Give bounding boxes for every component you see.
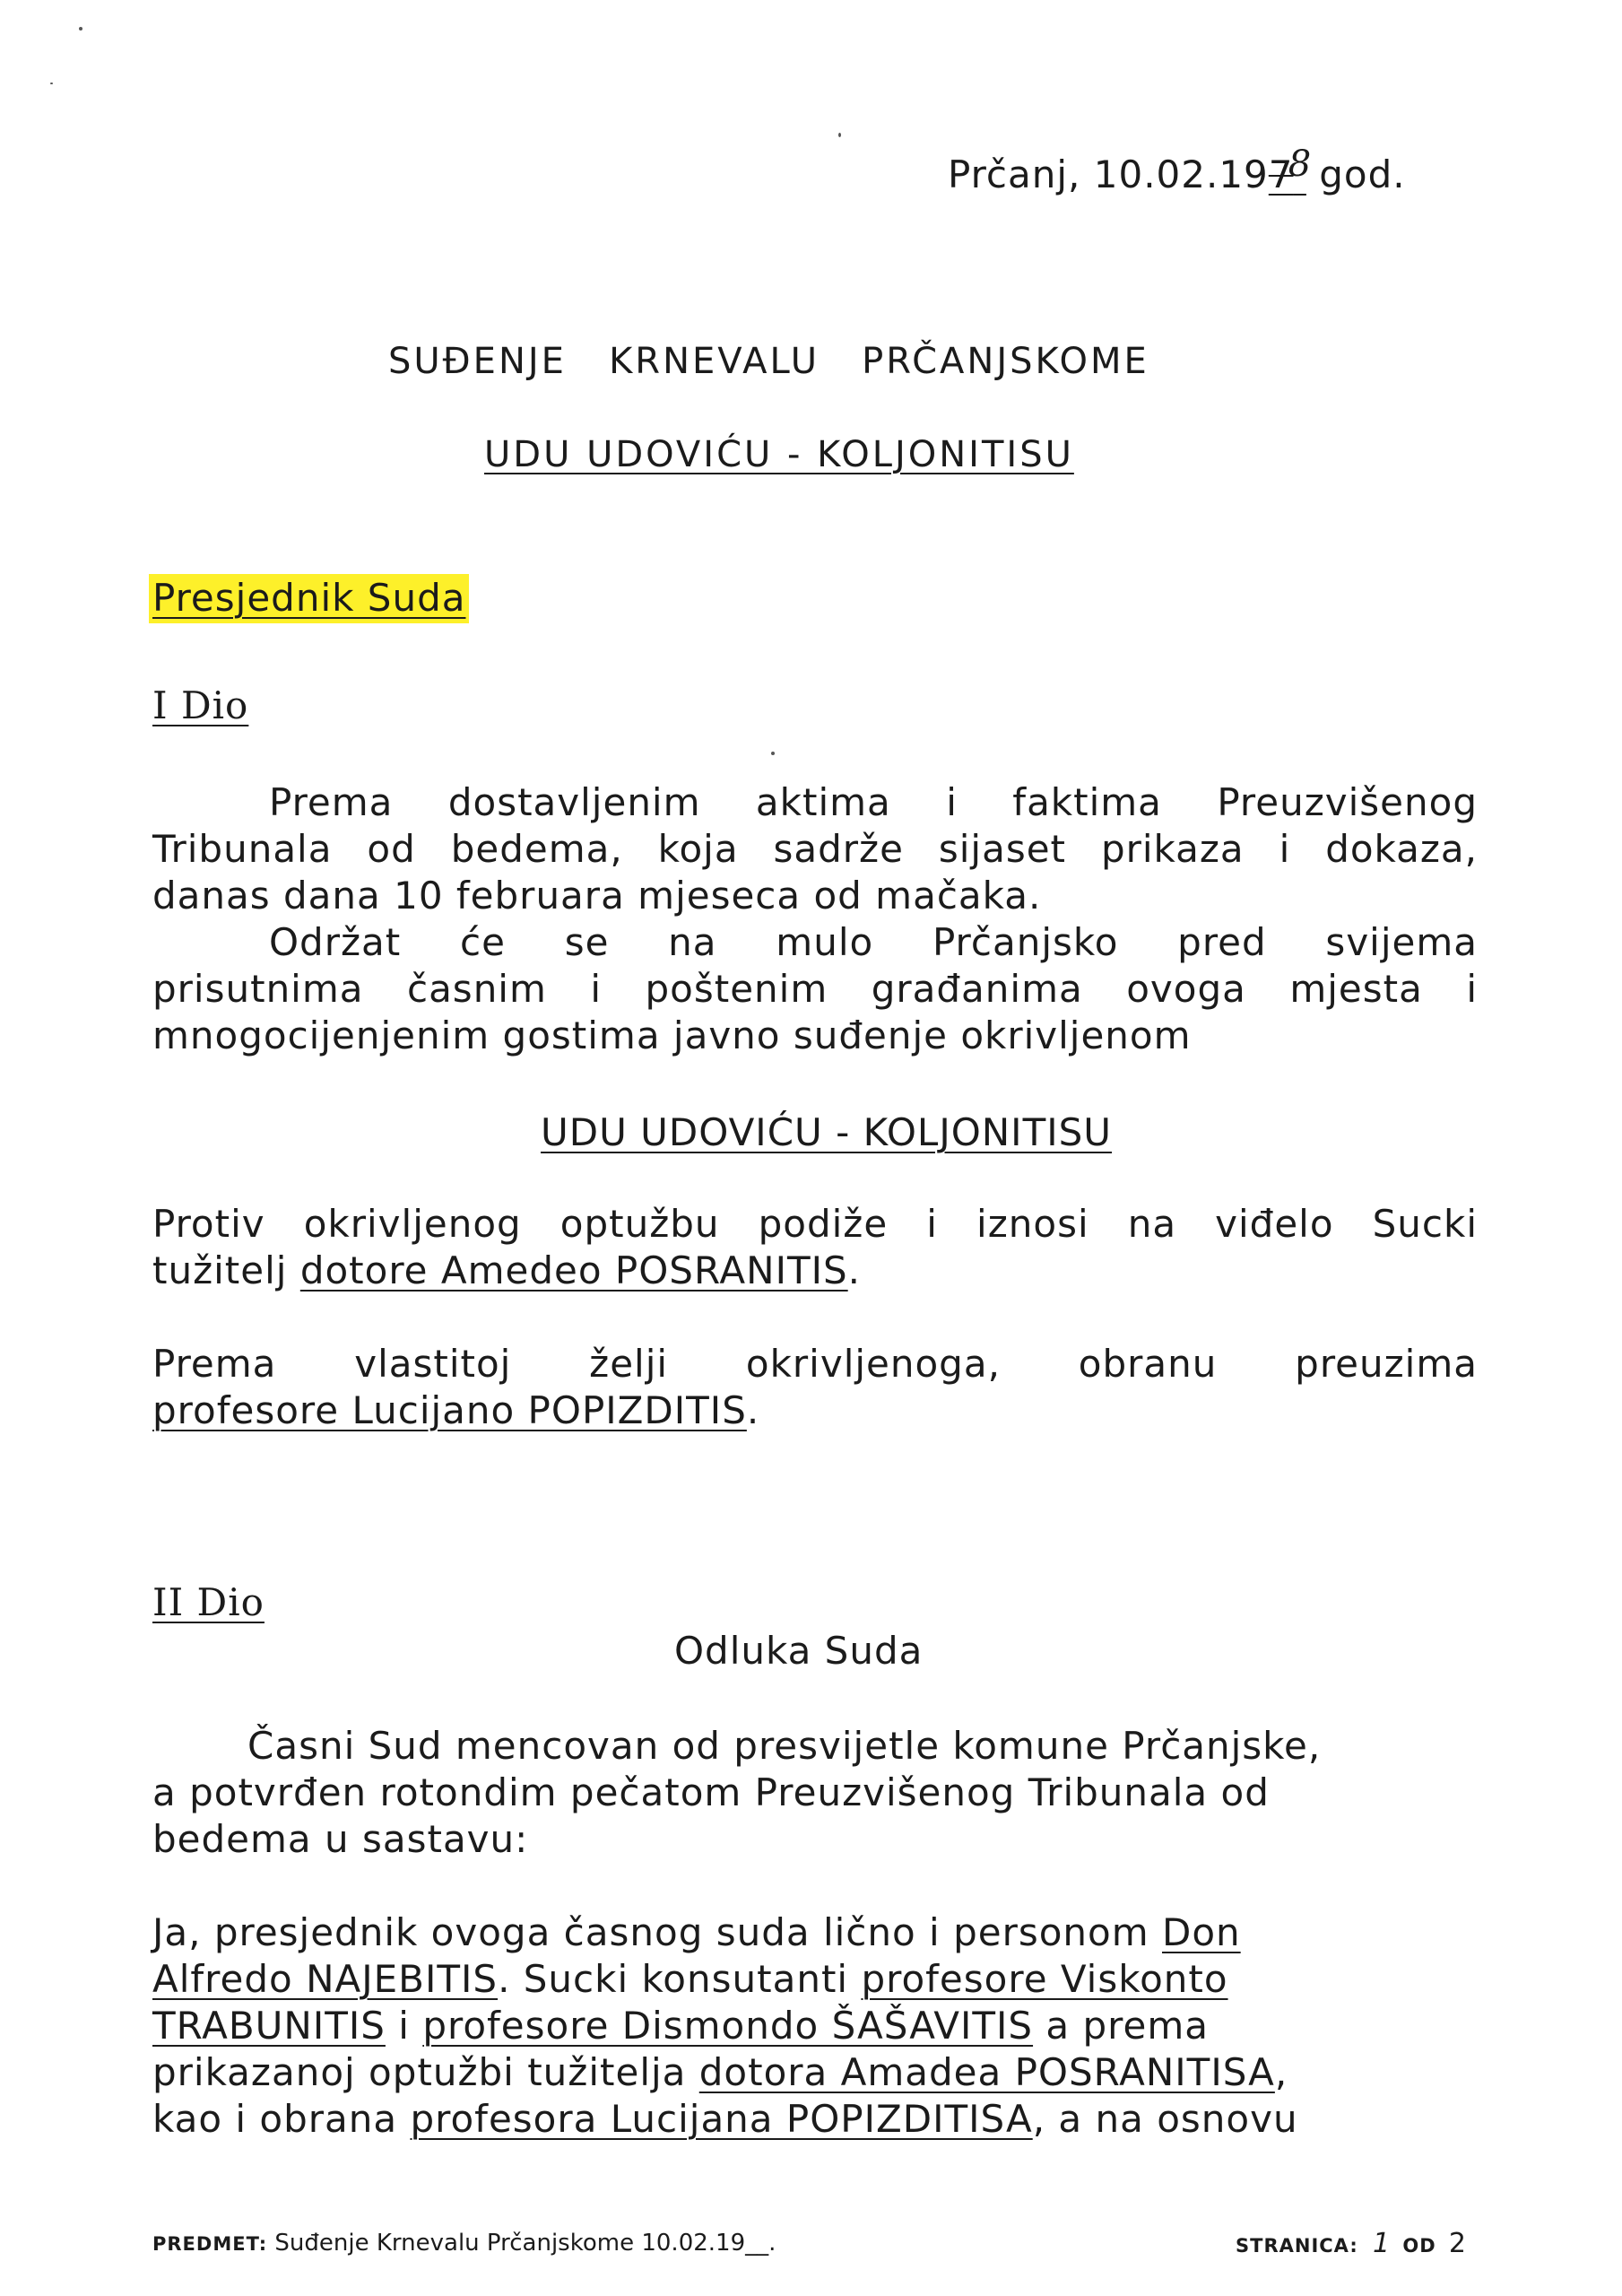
consultants-intro: . Sucki konsutanti [498,1957,862,2001]
defender-suffix: . [746,1388,760,1432]
prosecutor-suffix: . [847,1248,862,1292]
year-struck-digit: 7 [1268,152,1294,196]
consultant1-name-part1: profesore Viskonto [861,1957,1228,2001]
president-name-part1: Don [1162,1910,1241,1954]
part1-para2-line: prisutnima časnim i poštenim građanima ovoga mjesta i [152,967,1478,1011]
document-title: SUĐENJE KRNEVALU PRČANJSKOME [388,341,1149,382]
document-subtitle: UDU UDOVIĆU - KOLJONITISU [484,434,1074,475]
consultants-suffix: a prema [1033,2004,1209,2048]
part1-para1-line: Tribunala od bedema, koja sadrže sijaset prikaza i dokaza, [152,827,1478,871]
speaker-label-text: Presjednik Suda [149,574,469,623]
place-date-suffix: god. [1305,152,1406,196]
part2-para2-line4 [152,2050,1288,2094]
footer-of-label: OD [1402,2235,1436,2257]
year-correction [1268,144,1313,196]
defender-name: profesore Lucijano POPIZDITIS [152,1388,747,1432]
prosecution-prefix: prikazanoj optužbi tužitelja [152,2050,699,2094]
speaker-label [149,576,469,620]
scan-speck [771,752,775,755]
accused-name: UDU UDOVIĆU - KOLJONITISU [541,1110,1113,1154]
scan-speck [79,27,82,30]
year-handwritten-digit: 8 [1288,144,1313,185]
part1-para4-line: Prema vlastitoj želji okrivljenoga, obranu preuzima [152,1342,1478,1386]
place-date-prefix: Prčanj, 10.02.19 [948,152,1269,196]
part2-para1-line: a potvrđen rotondim pečatom Preuzvišenog Tribunala od [152,1770,1270,1814]
part2-para2-line5 [152,2097,1298,2141]
defender-name-genitive: profesora Lucijana POPIZDITISA [410,2097,1033,2141]
part2-para2-line2 [152,1957,1228,2001]
footer-subject-label: PREDMET: [152,2233,268,2255]
defence-suffix: , a na osnovu [1032,2097,1298,2141]
defence-prefix: kao i obrana [152,2097,411,2141]
consultants-conjunction: i [385,2004,423,2048]
footer-page-label: STRANICA: [1236,2235,1358,2257]
part1-para4-line2 [152,1388,759,1432]
part1-para2-line: Održat će se na mulo Prčanjsko pred svijema [269,920,1478,964]
part2-heading: II Dio [152,1580,265,1624]
footer-page-number [1236,2228,1466,2259]
scan-speck [50,83,53,84]
part1-para2-line: mnogocijenjenim gostima javno suđenje okrivljenom [152,1013,1192,1057]
footer-page-current: 1 [1372,2228,1391,2259]
footer-subject [152,2230,776,2257]
part1-para3-line2 [152,1248,861,1292]
place-date [948,144,1406,196]
prosecutor-prefix: tužitelj [152,1248,300,1292]
scan-speck [838,133,841,137]
footer-subject-text: Suđenje Krnevalu Prčanjskome 10.02.19__. [274,2230,776,2257]
president-name-part2: Alfredo NAJEBITIS [152,1957,499,2001]
prosecutor-name-genitive: dotora Amadea POSRANITISA [698,2050,1275,2094]
prosecutor-name: dotore Amedeo POSRANITIS [299,1248,848,1292]
part1-para1-line: Prema dostavljenim aktima i faktima Preuzvišenog [269,780,1478,824]
consultant1-name-part2: TRABUNITIS [152,2004,386,2048]
prosecution-suffix: , [1274,2050,1288,2094]
part2-para1-line: Časni Sud mencovan od presvijetle komune Prčanjske, [247,1724,1322,1768]
part2-para1-line: bedema u sastavu: [152,1817,529,1861]
footer-page-total: 2 [1448,2228,1466,2259]
part1-heading: I Dio [152,683,249,727]
part1-para1-line: danas dana 10 februara mjeseca od mačaka. [152,874,1042,918]
president-prefix: Ja, presjednik ovoga časnog suda lično i personom [152,1910,1163,1954]
part2-subheading: Odluka Suda [674,1629,924,1673]
part2-para2-line1 [152,1910,1241,1954]
consultant2-name: profesore Dismondo ŠAŠAVITIS [422,2004,1034,2048]
part1-para3-line: Protiv okrivljenog optužbu podiže i iznosi na viđelo Sucki [152,1202,1478,1246]
part2-para2-line3 [152,2004,1209,2048]
